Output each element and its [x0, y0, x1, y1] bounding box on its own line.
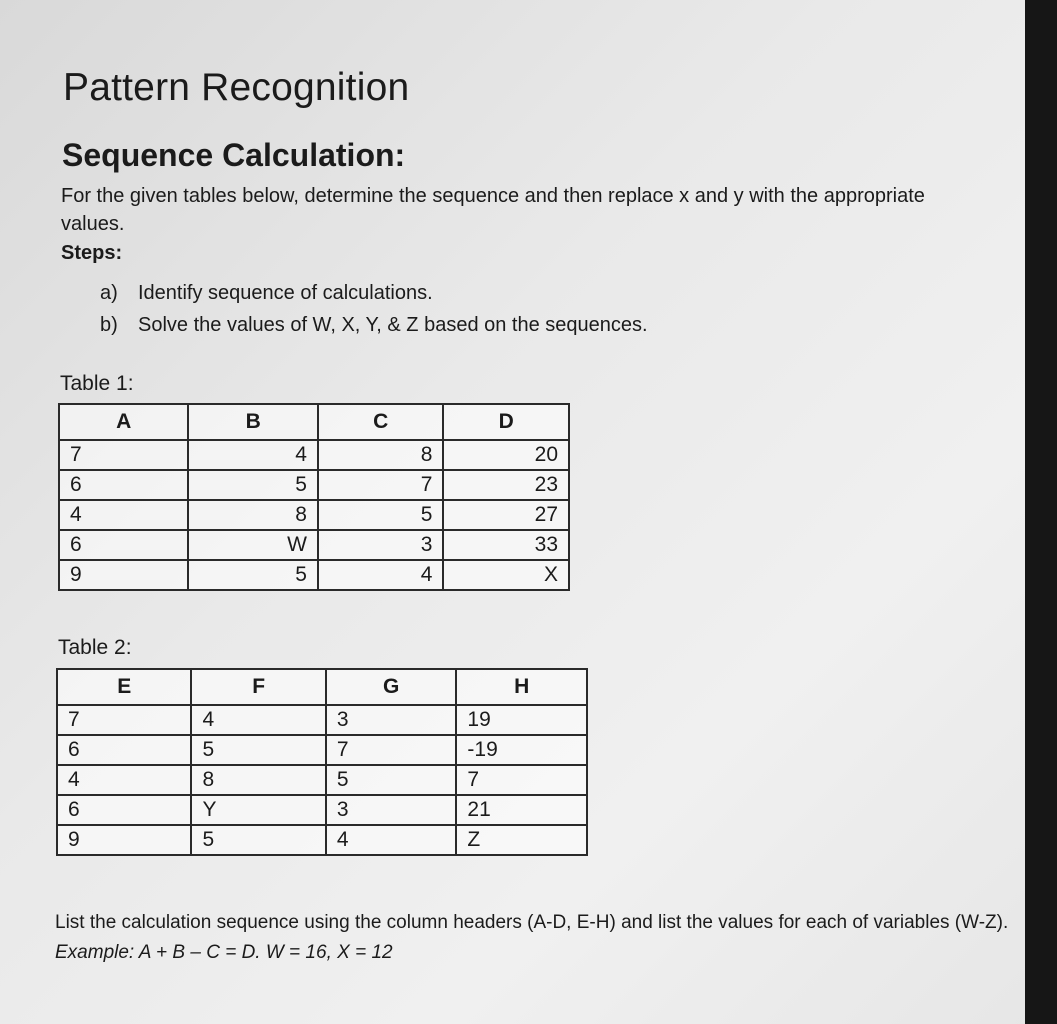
table2-header-cell: H	[456, 669, 587, 705]
table-row	[57, 765, 587, 795]
step-item	[100, 277, 648, 309]
table-cell: -19	[456, 735, 587, 765]
table2-header-cell: E	[57, 669, 191, 705]
table2-header-cell: G	[326, 669, 456, 705]
table-cell: 7	[57, 705, 191, 735]
table1	[58, 403, 570, 591]
variable-cell-y: Y	[191, 795, 325, 825]
table1-caption: Table 1:	[60, 372, 134, 395]
table-row	[59, 560, 569, 590]
steps-list	[100, 277, 648, 341]
table-cell: 7	[318, 470, 443, 500]
table-cell: 8	[318, 440, 443, 470]
step-item	[100, 309, 648, 341]
variable-cell-z: Z	[456, 825, 587, 855]
footer-instructions	[55, 908, 1015, 968]
table-cell: 4	[59, 500, 188, 530]
step-marker: a)	[100, 282, 118, 304]
steps-label: Steps:	[61, 242, 123, 264]
variable-cell-w: W	[188, 530, 317, 560]
table-row	[57, 825, 587, 855]
table-cell: 20	[443, 440, 569, 470]
table-cell: 7	[59, 440, 188, 470]
table-row	[59, 470, 569, 500]
table-cell: 8	[188, 500, 317, 530]
page-title: Pattern Recognition	[63, 66, 410, 109]
table-row	[59, 440, 569, 470]
table-row	[59, 500, 569, 530]
table-cell: 4	[57, 765, 191, 795]
table-cell: 27	[443, 500, 569, 530]
intro-paragraph: For the given tables below, determine the sequence and then replace x and y with the appropriate values.	[61, 185, 925, 235]
table-cell: 3	[326, 705, 456, 735]
table-cell: 4	[188, 440, 317, 470]
table-cell: 33	[443, 530, 569, 560]
table2	[56, 668, 588, 856]
variable-cell-x: X	[443, 560, 569, 590]
table-cell: 6	[57, 795, 191, 825]
table-cell: 21	[456, 795, 587, 825]
step-text: Identify sequence of calculations.	[138, 282, 433, 304]
step-text: Solve the values of W, X, Y, & Z based on the sequences.	[138, 314, 648, 336]
table-cell: 3	[318, 530, 443, 560]
step-marker: b)	[100, 314, 118, 336]
section-subtitle: Sequence Calculation:	[62, 137, 406, 173]
table-cell: 4	[191, 705, 325, 735]
table-cell: 3	[326, 795, 456, 825]
table-row	[57, 705, 587, 735]
table2-header-row	[57, 669, 587, 705]
table-cell: 8	[191, 765, 325, 795]
table-row	[57, 795, 587, 825]
table-cell: 9	[59, 560, 188, 590]
table1-header-row	[59, 404, 569, 440]
table-cell: 23	[443, 470, 569, 500]
table-cell: 6	[57, 735, 191, 765]
table-cell: 9	[57, 825, 191, 855]
table-cell: 4	[326, 825, 456, 855]
footer-example: Example: A + B – C = D. W = 16, X = 12	[55, 942, 393, 963]
table-row	[59, 530, 569, 560]
table-cell: 7	[326, 735, 456, 765]
table2-caption: Table 2:	[58, 636, 132, 659]
table-cell: 4	[318, 560, 443, 590]
table-cell: 7	[456, 765, 587, 795]
table-cell: 5	[188, 560, 317, 590]
table-cell: 5	[318, 500, 443, 530]
table1-header-cell: A	[59, 404, 188, 440]
table-cell: 6	[59, 530, 188, 560]
table-cell: 5	[188, 470, 317, 500]
table2-header-cell: F	[191, 669, 325, 705]
table-row	[57, 735, 587, 765]
table-cell: 5	[191, 825, 325, 855]
table-cell: 5	[191, 735, 325, 765]
table1-header-cell: B	[188, 404, 317, 440]
footer-text: List the calculation sequence using the column headers (A-D, E-H) and list the values for each of variables (W-Z).	[55, 912, 1009, 933]
table-cell: 19	[456, 705, 587, 735]
table1-header-cell: C	[318, 404, 443, 440]
table-cell: 6	[59, 470, 188, 500]
table-cell: 5	[326, 765, 456, 795]
table1-header-cell: D	[443, 404, 569, 440]
monitor-bezel	[1025, 0, 1057, 1024]
